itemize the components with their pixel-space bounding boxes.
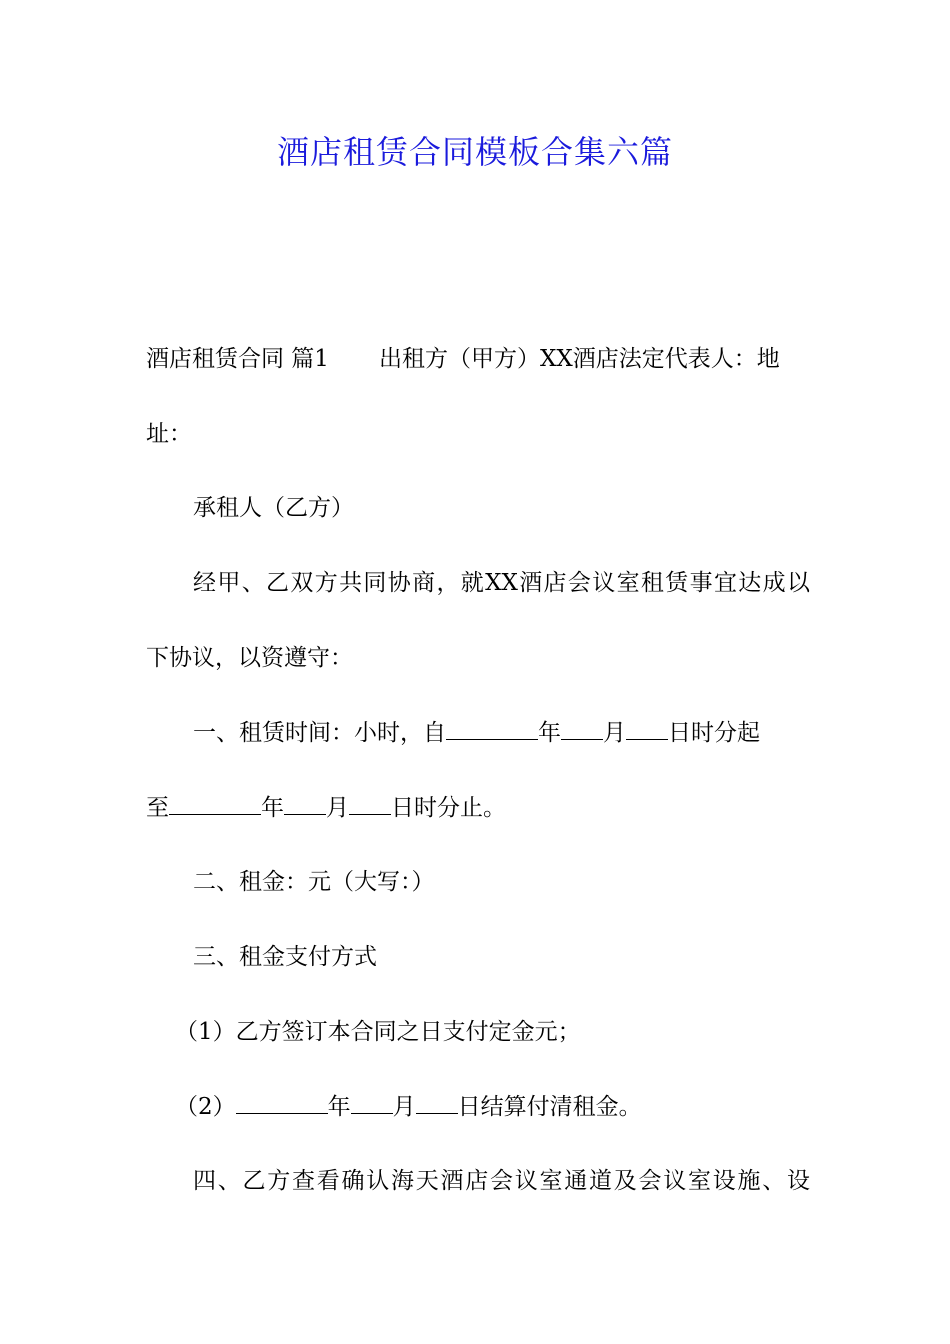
paragraph-line-9 [193,937,810,977]
paragraph-line-2 [146,414,810,454]
payment-method-heading: 三、租金支付方式 [193,944,377,970]
day-start-label: 日时分起 [668,720,760,746]
paragraph-line-5 [146,638,810,678]
address-label: 址： [146,421,192,447]
clause-four: 四、乙方查看确认海天酒店会议室通道及会议室设施、设 [193,1168,810,1194]
month-label: 月 [392,1094,416,1120]
year-label: 年 [538,720,561,746]
blank-settle-day [416,1095,458,1114]
paragraph-line-4 [193,563,810,603]
agreement-intro-cont: 下协议，以资遵守： [146,645,353,671]
year-label: 年 [327,1094,351,1120]
lessee-label: 承租人（乙方） [193,495,354,521]
lessor-label: 出租方（甲方）XX酒店法定代表人：地 [378,346,780,372]
paragraph-line-1 [146,339,810,379]
rent-amount-label: 二、租金：元（大写：） [193,869,435,895]
paragraph-line-11 [175,1087,810,1127]
blank-year-start [446,721,538,740]
paragraph-line-7 [146,788,810,828]
blank-day-end [349,796,391,815]
payment-item-2-number: （2） [175,1094,236,1120]
paragraph-line-10 [175,1012,810,1052]
section-heading: 酒店租赁合同 篇1 [146,346,329,372]
blank-month-end [284,796,326,815]
month-label: 月 [326,795,349,821]
paragraph-line-3 [193,488,810,528]
agreement-intro: 经甲、乙双方共同协商，就XX酒店会议室租赁事宜达成以 [193,570,810,596]
paragraph-line-6 [193,713,810,753]
payment-item-1: （1）乙方签订本合同之日支付定金元； [175,1019,581,1045]
day-end-label: 日时分止。 [391,795,506,821]
document-title: 酒店租赁合同模板合集六篇 [276,133,673,171]
rental-time-label: 一、租赁时间：小时，自 [193,720,446,746]
blank-year-end [169,796,261,815]
blank-month-start [561,721,603,740]
blank-settle-month [351,1095,393,1114]
year-label: 年 [261,795,284,821]
until-label: 至 [146,795,169,821]
paragraph-line-8 [193,862,810,902]
month-label: 月 [603,720,626,746]
blank-day-start [626,721,668,740]
settle-label: 日结算付清租金。 [457,1094,642,1120]
blank-settle-year [236,1095,328,1114]
paragraph-line-12 [193,1161,810,1201]
